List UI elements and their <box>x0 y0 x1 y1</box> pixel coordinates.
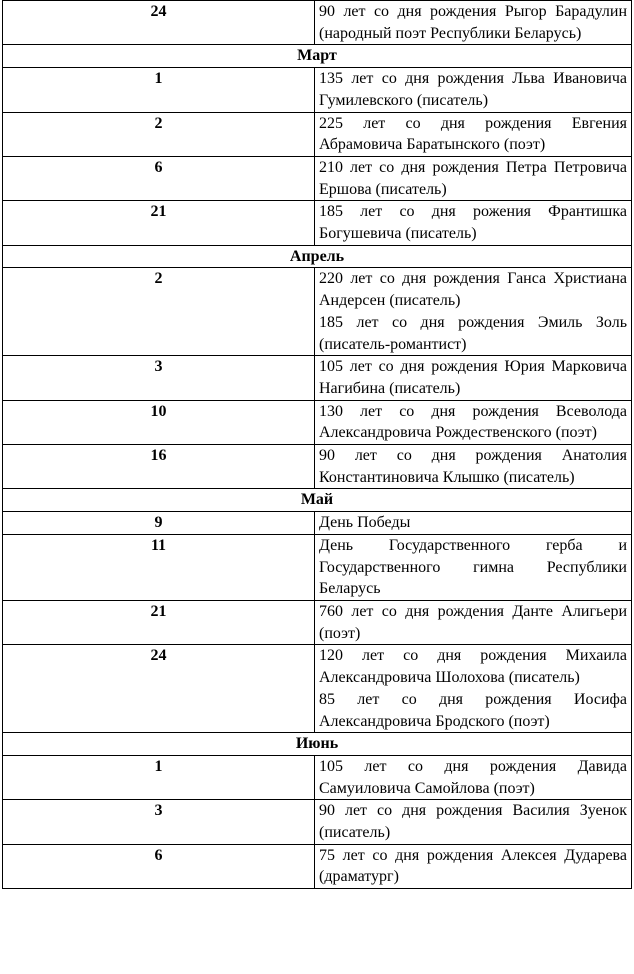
month-header-row <box>3 245 632 268</box>
event-cell <box>315 512 632 535</box>
event-cell <box>315 645 632 733</box>
event-cell <box>315 844 632 888</box>
day-cell: 3 <box>3 356 315 400</box>
event-text: 130 лет со дня рождения Всеволода Александровича Рождественского (поэт) <box>319 402 627 442</box>
table-row <box>3 755 632 799</box>
event-text: 760 лет со дня рождения Данте Алигьери (поэт) <box>319 602 627 642</box>
table-row <box>3 356 632 400</box>
table-row <box>3 800 632 844</box>
table-row <box>3 68 632 112</box>
table-row <box>3 844 632 888</box>
event-cell <box>315 112 632 156</box>
event-text: 105 лет со дня рождения Давида Самуиловича Самойлова (поэт) <box>319 757 627 797</box>
event-text: 210 лет со дня рождения Петра Петровича Ершова (писатель) <box>319 158 627 198</box>
day-cell: 1 <box>3 755 315 799</box>
event-cell <box>315 755 632 799</box>
event-cell <box>315 156 632 200</box>
month-label: Март <box>3 45 632 68</box>
table-row <box>3 201 632 245</box>
event-cell <box>315 68 632 112</box>
month-header-row <box>3 45 632 68</box>
table-row <box>3 112 632 156</box>
table-row <box>3 445 632 489</box>
month-header-row <box>3 733 632 756</box>
table-row <box>3 268 632 356</box>
day-cell: 24 <box>3 645 315 733</box>
event-text: 85 лет со дня рождения Иосифа Александровича Бродского (поэт) <box>319 690 627 730</box>
month-label: Май <box>3 489 632 512</box>
table-row <box>3 600 632 644</box>
event-text: 90 лет со дня рождения Рыгор Барадулин (народный поэт Республики Беларусь) <box>319 3 627 42</box>
day-cell: 1 <box>3 68 315 112</box>
event-cell <box>315 1 632 45</box>
day-cell: 3 <box>3 800 315 844</box>
day-cell: 9 <box>3 512 315 535</box>
event-text: 120 лет со дня рождения Михаила Александровича Шолохова (писатель) <box>319 647 627 687</box>
event-cell <box>315 800 632 844</box>
event-text: День Победы <box>319 514 411 532</box>
event-text: 185 лет со дня рождения Эмиль Золь (писатель-романтист) <box>319 313 627 353</box>
month-label: Апрель <box>3 245 632 268</box>
table-row <box>3 645 632 733</box>
table-row <box>3 156 632 200</box>
event-text: 135 лет со дня рождения Льва Ивановича Гумилевского (писатель) <box>319 70 627 109</box>
day-cell: 2 <box>3 268 315 356</box>
day-cell: 24 <box>3 1 315 45</box>
event-text: 225 лет со дня рождения Евгения Абрамовича Баратынского (поэт) <box>319 114 627 154</box>
event-cell <box>315 600 632 644</box>
table-row <box>3 400 632 444</box>
table-row <box>3 512 632 535</box>
month-label: Июнь <box>3 733 632 756</box>
day-cell: 10 <box>3 400 315 444</box>
day-cell: 21 <box>3 600 315 644</box>
event-cell <box>315 534 632 600</box>
calendar-table <box>2 0 632 889</box>
event-cell <box>315 268 632 356</box>
day-cell: 16 <box>3 445 315 489</box>
event-text: 185 лет со дня рожения Франтишка Богушевича (писатель) <box>319 203 627 243</box>
calendar-body <box>3 1 632 889</box>
event-text: День Государственного герба и Государственного гимна Республики Беларусь <box>319 536 627 598</box>
table-row <box>3 1 632 45</box>
event-text: 105 лет со дня рождения Юрия Марковича Нагибина (писатель) <box>319 358 627 397</box>
event-cell <box>315 400 632 444</box>
event-cell <box>315 356 632 400</box>
day-cell: 6 <box>3 844 315 888</box>
day-cell: 21 <box>3 201 315 245</box>
month-header-row <box>3 489 632 512</box>
day-cell: 11 <box>3 534 315 600</box>
event-text: 90 лет со дня рождения Анатолия Константиновича Клышко (писатель) <box>319 447 627 486</box>
event-text: 75 лет со дня рождения Алексея Дударева (драматург) <box>319 846 627 886</box>
day-cell: 6 <box>3 156 315 200</box>
day-cell: 2 <box>3 112 315 156</box>
table-row <box>3 534 632 600</box>
event-text: 90 лет со дня рождения Василия Зуенок (писатель) <box>319 802 627 842</box>
event-cell <box>315 445 632 489</box>
event-cell <box>315 201 632 245</box>
event-text: 220 лет со дня рождения Ганса Христиана Андерсен (писатель) <box>319 270 627 310</box>
